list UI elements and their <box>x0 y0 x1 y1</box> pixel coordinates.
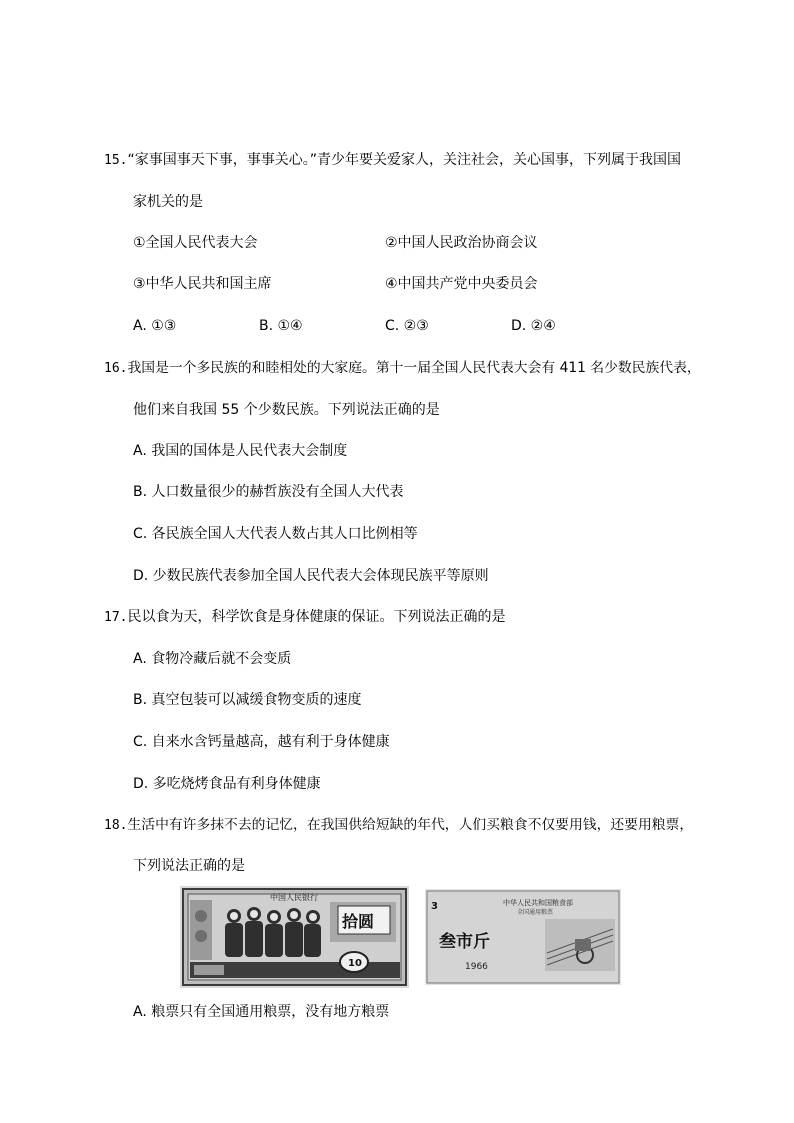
q15-stem-line1: “家事国事天下事，事事关心。”青少年要关爱家人，关注社会，关心国事，下列属于我国国 <box>127 152 681 168</box>
q17-option-b: B. 真空包装可以减缓食物变质的速度 <box>133 692 362 708</box>
q18-number: 18. <box>104 818 128 833</box>
q17-option-c: C. 自来水含钙量越高，越有利于身体健康 <box>133 734 390 750</box>
q15-option-d: D. ②④ <box>511 318 556 334</box>
q15-option-a: A. ①③ <box>133 318 177 334</box>
q15-line1 <box>104 150 681 171</box>
grain-ticket-amount: 叁市斤 <box>439 932 490 952</box>
q15-stem-line2: 家机关的是 <box>133 194 203 210</box>
q18-option-a: A. 粮票只有全国通用粮票，没有地方粮票 <box>133 1004 390 1020</box>
q18-line1 <box>104 815 693 836</box>
q16-option-a: A. 我国的国体是人民代表大会制度 <box>133 443 348 459</box>
banknote-bank-name: 中国人民银行 <box>270 893 318 902</box>
grain-ticket-illustration <box>425 889 621 985</box>
q17-option-a: A. 食物冷藏后就不会变质 <box>133 651 292 667</box>
q16-line1 <box>104 358 701 379</box>
q15-item-2: ②中国人民政治协商会议 <box>385 235 538 251</box>
grain-ticket-image <box>425 889 621 985</box>
grain-ticket-year: 1966 <box>465 962 488 972</box>
q18-stem-line2: 下列说法正确的是 <box>133 858 245 874</box>
q15-number: 15. <box>104 153 128 168</box>
q17-line1 <box>104 607 505 628</box>
q15-option-c: C. ②③ <box>385 318 429 334</box>
banknote-illustration <box>180 886 409 988</box>
grain-ticket-corner-number: 3 <box>431 901 438 912</box>
q16-stem-line1: 我国是一个多民族的和睦相处的大家庭。第十一届全国人民代表大会有 411 名少数民族代表， <box>127 360 701 376</box>
q17-option-d: D. 多吃烧烤食品有利身体健康 <box>133 776 321 792</box>
q16-stem-line2: 他们来自我国 55 个少数民族。下列说法正确的是 <box>133 402 440 418</box>
q15-item-1: ①全国人民代表大会 <box>133 235 258 251</box>
q16-option-c: C. 各民族全国人大代表人数占其人口比例相等 <box>133 526 418 542</box>
banknote-denomination: 拾圆 <box>342 912 375 931</box>
banknote-image <box>180 886 409 988</box>
grain-ticket-subtitle: 全国通用粮票 <box>517 909 554 916</box>
q17-number: 17. <box>104 610 128 625</box>
q17-stem-line1: 民以食为天，科学饮食是身体健康的保证。下列说法正确的是 <box>127 609 506 625</box>
banknote-corner-value: 10 <box>348 958 362 969</box>
q15-item-4: ④中国共产党中央委员会 <box>385 276 538 292</box>
q18-stem-line1: 生活中有许多抹不去的记忆，在我国供给短缺的年代，人们买粮食不仅要用钱，还要用粮票， <box>127 817 694 833</box>
q15-item-3: ③中华人民共和国主席 <box>133 276 272 292</box>
q15-option-b: B. ①④ <box>259 318 303 334</box>
grain-ticket-issuer: 中华人民共和国粮食部 <box>503 899 573 907</box>
q16-option-b: B. 人口数量很少的赫哲族没有全国人大代表 <box>133 484 404 500</box>
q16-option-d: D. 少数民族代表参加全国人民代表大会体现民族平等原则 <box>133 568 489 584</box>
q16-number: 16. <box>104 361 128 376</box>
